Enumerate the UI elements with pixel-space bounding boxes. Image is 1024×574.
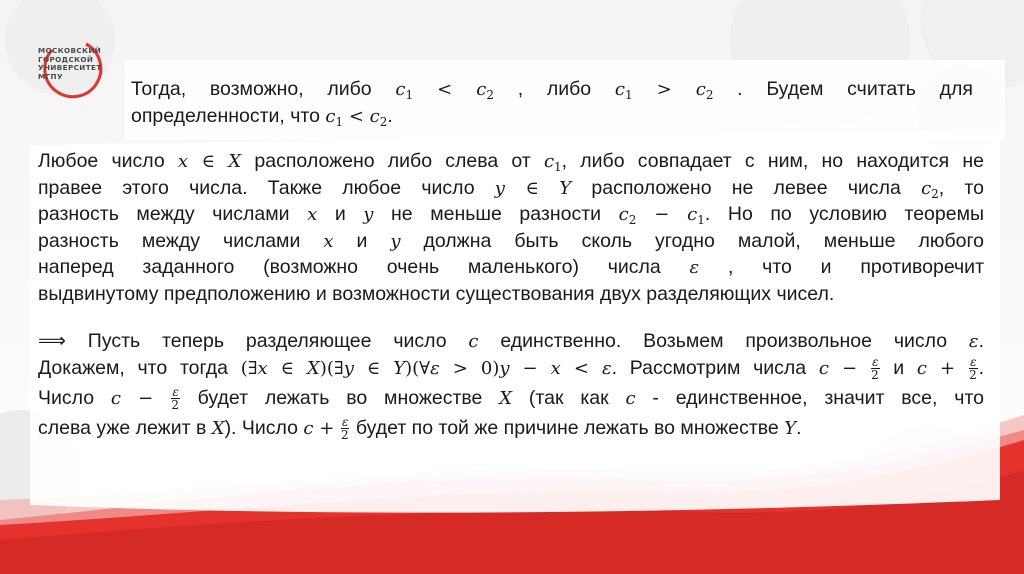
text-line: наперед заданного (возможно очень маленького) числа ε , что и противоречит <box>38 256 984 278</box>
text-line: разность между числами x и y не меньше разности $c_2 - c_1$. Но по условию теоремы <box>38 203 984 227</box>
logo-line: ГОРОДСКОЙ <box>38 54 94 64</box>
paragraph-1 <box>131 76 973 129</box>
text-line: Докажем, что тогда (∃x ∈ X)(∃y ∈ Y)(∀ε > 0)y − x < ε. Рассмотрим числа c − $\frac{\varepsilon}{2}$ и c + $\frac{\varepsilon}{2}$ . <box>38 354 984 382</box>
paragraph-2 <box>38 148 984 307</box>
logo-line: МОСКОВСКИЙ <box>38 46 102 55</box>
text-line: определенности, что $c_1 < c_2$. <box>131 104 393 129</box>
implies-arrow-icon: ⟹ <box>38 330 66 352</box>
logo-line: МГПУ <box>38 71 63 81</box>
paragraph-3 <box>38 328 984 445</box>
logo-line: УНИВЕРСИТЕТ <box>38 63 102 73</box>
text-line: ⟹ Пусть теперь разделяющее число c единственно. Возьмем произвольное число ε. <box>38 330 985 352</box>
text-line: слева уже лежит в X). Число c + $\frac{\varepsilon}{2}$ будет по той же причине лежать во множестве Y. <box>38 414 802 442</box>
text-line: выдвинутому предположению и возможности существования двух разделяющих чисел. <box>38 282 835 305</box>
text-line: разность между числами x и y должна быть сколь угодно малой, меньше любого <box>38 229 985 252</box>
text-line: Любое число x ∈ X расположено либо слева от $c_1$, либо совпадает с ним, но находится не <box>38 150 984 174</box>
text-line: правее этого числа. Также любое число y ∈ Y расположено не левее числа $c_2$, то <box>38 176 984 201</box>
text-line: Число c − $\frac{\varepsilon}{2}$ будет лежать во множестве X (так как c - единственное, значит все, что <box>38 384 984 412</box>
text-line: Тогда, возможно, либо $c_1 < c_2$ , либо $c_1 > c_2$ . Будем считать для <box>131 78 973 102</box>
